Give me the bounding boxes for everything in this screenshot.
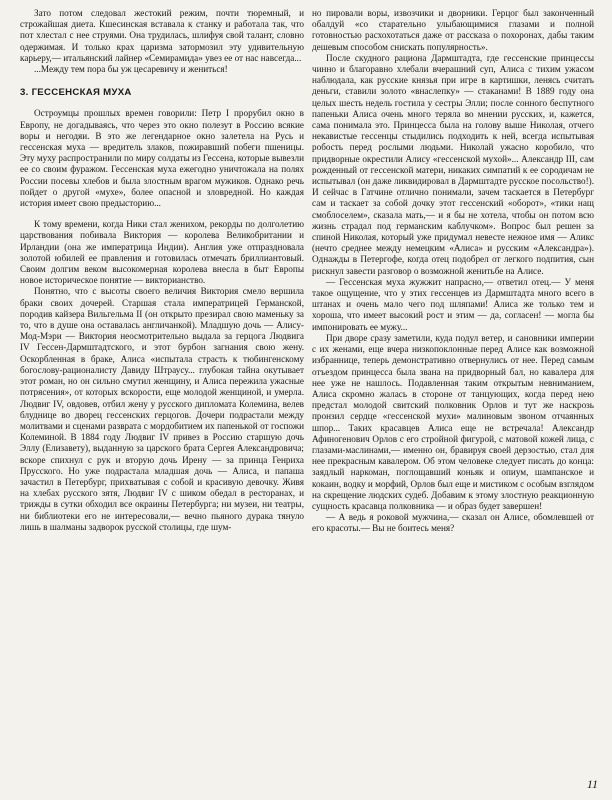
paragraph: Понятно, что с высоты своего величия Виктория смело вершила браки своих дочерей. Старшая стала императрицей Германской, породив кайзера Вильгельма II (он открыто презирал свою маменьку за то, что в душе она оставалась англичанкой). Младшую дочь — Алису-Мод-Мэри — Виктория неосмотрительно выдала за герцога Людвига IV Гессен-Дармштадтского, и этот бурбон загнания свою жену. Оскорбленная в браке, Алиса «испытала страсть к тюбингенскому богослову-рационалисту Давиду Штраусу... глубокая тайна окутывает этот роман, но он сильно смутил женщину, и Алиса пережила ужасные потрясения», от которых вскорости, еще молодой женщиной, и умерла. Людвиг IV, овдовев, отбил жену у русского дипломата Колемина, велев блуднице во дворец гессенских герцогов. Дочери подрастали между молитвами и сценами разврата с мордобитием их папенькой от госпожи Колеминой. В 1884 году Людвиг IV привез в Россию старшую дочь Эллу (Елизавету), выданную за царского брата Сергея Александровича; вскоре спихнул с рук и вторую дочь Ирену — за принца Генриха Прусского. Но уже подрастала младшая дочь — Алиса, и папаша зачастил в Петербург, прихватывая с собой и красивую девочку. Живя на хлебах русского зятя, Людвиг IV с шиком обедал в ресторанах, и трижды в сутки обходил все окраины Петербурга; ни музеи, ни театры, ни библиотеки его не интересовали,— вечно пьяного дурака тянуло лишь в шалманы задворок русской столицы, где шум- xyxy=(20,286,304,532)
paragraph: Остроумцы прошлых времен говорили: Петр I прорубил окно в Европу, не догадываясь, что через это окно полезут в Россию всякие воры и негодяи. В это же легендарное окно залетела на Русь и гессенская муха — вредитель злаков, пожиравший побеги пшеницы. Эту муху распространили по миру солдаты из Гессена, которые вывезли ее со своим фуражом. Гессенская муха ежегодно уничтожала на полях Росcии посевы хлебов и была злостным врагом мужиков. Однако речь пойдет о другой «мухе», более опасной и зловредной. Но каждая история имеет свою предысторию... xyxy=(20,108,304,209)
paragraph: После скудного рациона Дармштадта, где гессенские принцессы чинно и благоравно хлебали вчерашний суп, Алиса с тихим ужасом наблюдала, как русские князья при игре в картишки, ленясь считать деньги, ставили золото «внаслепку» — стаканами! В 1889 году она целых шесть недель гостила у сестры Элли; после сонного беспутного папеньки Алиса очень много теряла во мнении русских, и, кажется, сама понимала это. Принцесса была на голову выше Николая, отчего некавистые гессенцы стыдились подходить к ней, всегда испытывая робость перед рослыми людьми. Николай ужасно коробило, что придворные окрестили Алису «гессенской мухой»... Александр III, сам рожденный от гессенской матери, никаких симпатий к ее сородичам не испытывал (он даже ликвидировал в Дармштадте русское посольство!). И сейчас в Гатчине отлично понимали, зачем таскается в Петербург сам и таскает за собой дочку этот гессенский «оборот», «тики нащ смоблоселем», сказала мать,— и я бы не хотела, чтобы он потом всю жизнь страдал под германским каблучком». Вопрос был решен за спиной Николая, который уже придумал невесте нежное имя — Аликс (нечто среднее между немецким «Алиса» и русским «Александра»). Однажды в Петергофе, когда отец подобрел от легкого подпития, сын рискнул завести разговор о возможной женитьбе на Алисе. xyxy=(312,52,594,276)
paragraph: При дворе сразу заметили, куда подул ветер, и сановники империи с их женами, еще вчера низкопоклонные перед Алисе как возможной избраннице, теперь демонстративно отвернулись от нее. Перед самым отъездом принцесса была звана на придворный бал, но кавалера для нее уже не нашлось. Подавленная таким открытым невниманием, Алиса скромно жалась в стороне от танцующих, когда перед нею предстал молодой свитский полковник Орлов и тут же наскрозь пронзил сердце «гессенской мухи» малиновым звоном отчаянных шпор... Таких красавцев Алиса еще не встречала! Александр Афиногенович Орлов с его стройной фигурой, с матовой кожей лица, с глазами-маслинами,— именно он, бравируя своей дерзостью, стал для нее прекрасным кавалером. Об этом человеке следует писать до конца: заядлый наркоман, поглощавший коньяк и опиум, шампанское и кокаин, водку и морфий, Орлов был еще и мистиком с особым взглядом на скрещение людских судеб. Добавим к этому злостную реакционную сущность красавца полковника — и образ будет завершен! xyxy=(312,332,594,511)
right-column xyxy=(312,8,594,535)
section-gap xyxy=(20,209,304,219)
paragraph: Зато потом следовал жестокий режим, почти тюремный, и строжайшая диета. Кшесинская вставала к станку и работала так, что пот хлестал с нее струями. Она трудилась, шлифуя свой талант, словно одержимая. И только крах царизма затормозил эту удивительную карьеру,— итальянский лайнер «Семирамида» увез ее от нас навсегда... xyxy=(20,8,304,63)
section-heading: 3. ГЕССЕНСКАЯ МУХА xyxy=(20,87,132,99)
paragraph: ...Между тем пора бы уж цесаревичу и жениться! xyxy=(34,64,228,75)
paragraph: — А ведь я роковой мужчина,— сказал он Алисе, обомлевшей от его красоты.— Вы не боитесь меня? xyxy=(312,512,594,534)
left-column xyxy=(20,8,304,533)
paragraph: К тому времени, когда Ники стал женихом, рекорды по долголетию царствования побивала Виктория — королева Великобритании и Ирландии (она же императрица Индии). Англия уже отпраздновала золотой юбилей ее правления и готовилась отмечать бриллиантовый. Своим долгим веком высокомерная королева внесла в быт Европы новое историческое понятие — викторианство. xyxy=(20,219,304,286)
page-number: 11 xyxy=(586,777,598,791)
paragraph: — Гессенская муха жужжит напрасно,— ответил отец.— У меня такое ощущение, что у этих гессенцев из Дармштадта много всего в штанах и очень мало чего под шляпами! Алиса же только тем и хороша, что имеет высокий рост и этим — да, согласен! — могла бы импонировать ее мужу... xyxy=(312,276,594,332)
paragraph: но пировали воры, извозчики и дворники. Герцог был законченный обалдуй «со старательно улыбающимися глазами и полной готовностью расхохотаться даже от рассказа о похоронах, дабы таким дешевым способом снискать популярность». xyxy=(312,8,594,52)
